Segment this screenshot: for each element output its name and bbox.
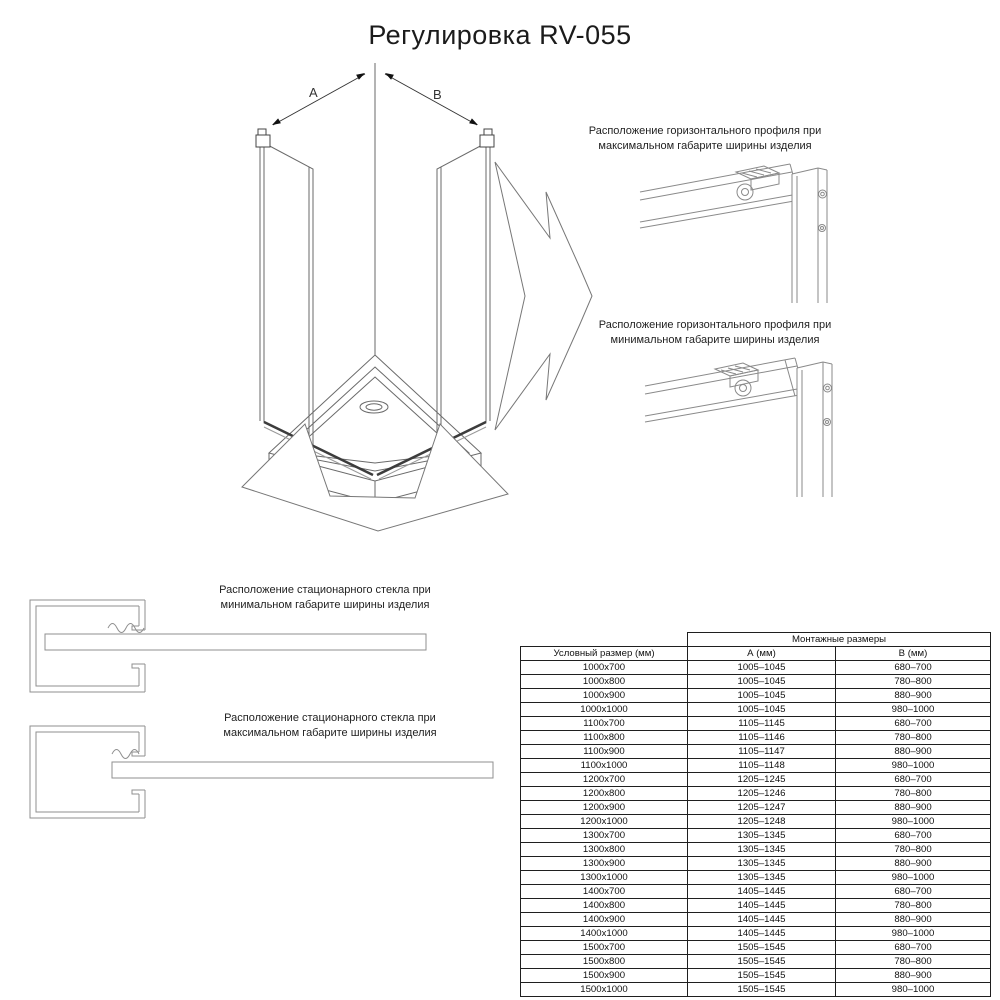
- table-row: [521, 801, 991, 815]
- arrowhead-icon: [469, 118, 478, 125]
- cell-dim-a: 1205–1245: [688, 773, 836, 787]
- cell-nominal-size: 1500x800: [521, 955, 688, 969]
- size-table-body: [521, 661, 991, 997]
- dim-label-a: A: [309, 85, 318, 100]
- column-header-size: Условный размер (мм): [521, 647, 688, 661]
- page-title: Регулировка RV-055: [368, 20, 632, 50]
- cell-dim-b: 880–900: [836, 857, 991, 871]
- cell-nominal-size: 1200x700: [521, 773, 688, 787]
- note-glass-max: Расположение стационарного стекла при максимальном габарите ширины изделия: [223, 712, 437, 739]
- cell-nominal-size: 1100x800: [521, 731, 688, 745]
- cell-dim-a: 1505–1545: [688, 941, 836, 955]
- table-row: [521, 955, 991, 969]
- cell-nominal-size: 1500x1000: [521, 983, 688, 997]
- cell-dim-b: 780–800: [836, 731, 991, 745]
- cell-nominal-size: 1300x800: [521, 843, 688, 857]
- detail-drawing-glass-max: [20, 722, 510, 832]
- cell-nominal-size: 1000x800: [521, 675, 688, 689]
- cell-nominal-size: 1100x700: [521, 717, 688, 731]
- cell-nominal-size: 1500x900: [521, 969, 688, 983]
- note-profile-min: Расположение горизонтального профиля при минимальном габарите ширины изделия: [598, 319, 832, 346]
- table-row: [521, 731, 991, 745]
- cell-dim-b: 980–1000: [836, 871, 991, 885]
- cell-dim-a: 1205–1248: [688, 815, 836, 829]
- cell-nominal-size: 1200x1000: [521, 815, 688, 829]
- glass-section: [112, 762, 493, 778]
- size-table: [520, 632, 991, 997]
- table-row: [521, 857, 991, 871]
- cell-dim-b: 780–800: [836, 899, 991, 913]
- cell-nominal-size: 1000x900: [521, 689, 688, 703]
- cell-dim-a: 1105–1147: [688, 745, 836, 759]
- table-row: [521, 913, 991, 927]
- cell-dim-a: 1205–1246: [688, 787, 836, 801]
- cell-dim-a: 1305–1345: [688, 871, 836, 885]
- down-arrow-icon: [242, 424, 508, 531]
- cell-dim-a: 1105–1148: [688, 759, 836, 773]
- gasket-squiggle: [112, 750, 139, 759]
- cell-dim-b: 680–700: [836, 885, 991, 899]
- enclosure-frame: [260, 63, 490, 446]
- cell-dim-a: 1305–1345: [688, 857, 836, 871]
- note-profile-max: Расположение горизонтального профиля при максимальном габарите ширины изделия: [588, 125, 822, 152]
- column-header-b: В (мм): [836, 647, 991, 661]
- table-row: [521, 689, 991, 703]
- cell-dim-a: 1405–1445: [688, 899, 836, 913]
- cell-dim-b: 980–1000: [836, 927, 991, 941]
- cell-dim-a: 1005–1045: [688, 675, 836, 689]
- table-row: [521, 969, 991, 983]
- cell-dim-b: 780–800: [836, 843, 991, 857]
- table-row: [521, 899, 991, 913]
- cell-nominal-size: 1400x1000: [521, 927, 688, 941]
- glass-section: [45, 634, 426, 650]
- cell-nominal-size: 1400x900: [521, 913, 688, 927]
- cell-nominal-size: 1400x800: [521, 899, 688, 913]
- cell-dim-a: 1405–1445: [688, 927, 836, 941]
- cell-dim-a: 1505–1545: [688, 983, 836, 997]
- table-row: [521, 927, 991, 941]
- cell-dim-b: 880–900: [836, 913, 991, 927]
- cell-dim-b: 980–1000: [836, 703, 991, 717]
- table-row: [521, 871, 991, 885]
- table-row: [521, 843, 991, 857]
- table-row: [521, 661, 991, 675]
- cell-dim-b: 880–900: [836, 745, 991, 759]
- right-glass-panel: [437, 143, 486, 446]
- table-row: [521, 941, 991, 955]
- cell-nominal-size: 1400x700: [521, 885, 688, 899]
- cell-dim-a: 1405–1445: [688, 885, 836, 899]
- cell-nominal-size: 1200x900: [521, 801, 688, 815]
- table-group-header: Монтажные размеры: [688, 633, 991, 647]
- cell-nominal-size: 1100x900: [521, 745, 688, 759]
- table-corner-cell: [521, 633, 688, 647]
- left-glass-panel: [264, 143, 313, 446]
- detail-drawing-profile-max: [640, 158, 890, 303]
- cell-dim-b: 880–900: [836, 969, 991, 983]
- column-header-a: А (мм): [688, 647, 836, 661]
- cell-nominal-size: 1500x700: [521, 941, 688, 955]
- table-row: [521, 885, 991, 899]
- cell-dim-a: 1305–1345: [688, 829, 836, 843]
- cell-nominal-size: 1000x700: [521, 661, 688, 675]
- table-row: [521, 745, 991, 759]
- cell-dim-b: 680–700: [836, 717, 991, 731]
- table-row: [521, 759, 991, 773]
- table-row: [521, 983, 991, 997]
- cell-nominal-size: 1200x800: [521, 787, 688, 801]
- cell-dim-a: 1405–1445: [688, 913, 836, 927]
- cell-dim-b: 980–1000: [836, 815, 991, 829]
- cell-dim-b: 680–700: [836, 941, 991, 955]
- table-row: [521, 675, 991, 689]
- table-row: [521, 717, 991, 731]
- zigzag-right-arrow-icon: [495, 162, 592, 430]
- cell-dim-b: 980–1000: [836, 759, 991, 773]
- cell-dim-a: 1305–1345: [688, 843, 836, 857]
- cell-nominal-size: 1000x1000: [521, 703, 688, 717]
- cell-dim-a: 1005–1045: [688, 661, 836, 675]
- cell-dim-b: 980–1000: [836, 983, 991, 997]
- cell-dim-a: 1505–1545: [688, 969, 836, 983]
- cell-dim-a: 1505–1545: [688, 955, 836, 969]
- cell-dim-b: 780–800: [836, 955, 991, 969]
- cell-dim-a: 1005–1045: [688, 703, 836, 717]
- dim-label-b: B: [433, 87, 442, 102]
- cell-dim-a: 1105–1146: [688, 731, 836, 745]
- detail-drawing-glass-min: [20, 596, 500, 706]
- cell-dim-b: 680–700: [836, 829, 991, 843]
- table-row: [521, 787, 991, 801]
- cell-nominal-size: 1300x900: [521, 857, 688, 871]
- cell-dim-b: 780–800: [836, 787, 991, 801]
- cell-dim-b: 780–800: [836, 675, 991, 689]
- cell-nominal-size: 1100x1000: [521, 759, 688, 773]
- table-row: [521, 829, 991, 843]
- clamp-block: [736, 166, 779, 190]
- arrowhead-icon: [272, 118, 281, 125]
- table-row: [521, 773, 991, 787]
- cell-dim-b: 680–700: [836, 661, 991, 675]
- detail-drawing-profile-min: [645, 352, 895, 497]
- cell-nominal-size: 1300x1000: [521, 871, 688, 885]
- table-row: [521, 815, 991, 829]
- cell-nominal-size: 1300x700: [521, 829, 688, 843]
- drain-icon: [360, 401, 388, 413]
- note-glass-min: Расположение стационарного стекла при минимальном габарите ширины изделия: [219, 584, 431, 611]
- callout-arrows: [242, 162, 592, 531]
- cell-dim-a: 1005–1045: [688, 689, 836, 703]
- cell-dim-a: 1105–1145: [688, 717, 836, 731]
- cell-dim-b: 880–900: [836, 689, 991, 703]
- cell-dim-b: 880–900: [836, 801, 991, 815]
- cell-dim-b: 680–700: [836, 773, 991, 787]
- table-row: [521, 703, 991, 717]
- cell-dim-a: 1205–1247: [688, 801, 836, 815]
